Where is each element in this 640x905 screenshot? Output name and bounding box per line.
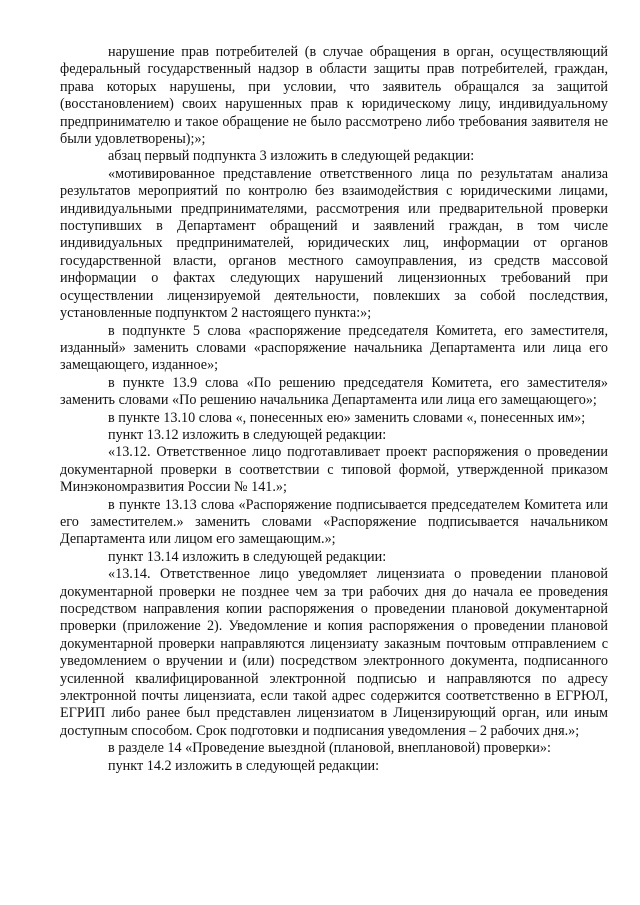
paragraph-amend-subpoint-3: абзац первый подпункта 3 изложить в следующей редакции: [108,148,475,165]
paragraph-point-13-14-text: «13.14. Ответственное лицо уведомляет лицензиата о проведении плановой документарной проверки не позднее чем за три рабочих дня до начала ее проведения посредством направления копии распоряжения о проведении плановой документарной проверки (приложение 2). Уведомление и копия распоряжения о проведении плановой документарной проверки направляются лицензиату заказным почтовым отправлением с уведомлением о вручении и (или) посредством электронного документа, подписанного усиленной квалифицированной электронной подписью и направляются по адресу электронной почты лицензиата, если такой адрес содержится соответственно в ЕГРЮЛ, ЕГРИП либо ранее был представлен лицензиатом в Лицензирующий орган, или иным доступным способом. Срок подготовки и подписания уведомления – 2 рабочих дня.»; [60,566,608,739]
paragraph-subpoint-5-amendment: в подпункте 5 слова «распоряжение председателя Комитета, его заместителя, изданный» заменить словами «распоряжение начальника Департамента или лица его замещающего, изданное»; [60,322,608,374]
paragraph-point-13-12-intro: пункт 13.12 изложить в следующей редакции: [108,426,387,443]
paragraph-section-14-heading: в разделе 14 «Проведение выездной (плановой, внеплановой) проверки»: [108,740,551,757]
paragraph-point-13-12-text: «13.12. Ответственное лицо подготавливает проект распоряжения о проведении документарной проверки в соответствии с типовой формой, утвержденной приказом Минэкономразвития России № 141.»; [60,444,608,496]
document-page [60,44,608,775]
paragraph-point-13-13-amendment: в пункте 13.13 слова «Распоряжение подписывается председателем Комитета или его заместителем.» заменить словами «Распоряжение подписывается начальником Департамента или лицом его замещающим.»; [60,496,608,548]
paragraph-consumer-rights-violation: нарушение прав потребителей (в случае обращения в орган, осуществляющий федеральный государственный надзор в области защиты прав потребителей, граждан, права которых нарушены, при условии, что заявитель обращался за защитой (восстановлением) своих нарушенных прав к юридическому лицу, индивидуальному предпринимателю и такое обращение не было рассмотрено либо требования заявителя не были удовлетворены);»; [60,44,608,148]
paragraph-point-13-9-amendment: в пункте 13.9 слова «По решению председателя Комитета, его заместителя» заменить словами «По решению начальника Департамента или лица его замещающего»; [60,374,608,409]
paragraph-point-13-10-amendment: в пункте 13.10 слова «, понесенных ею» заменить словами «, понесенных им»; [108,409,586,426]
paragraph-motivated-presentation: «мотивированное представление ответственного лица по результатам анализа результатов мероприятий по контролю без взаимодействия с юридическими лицами, индивидуальными предпринимателями, рассмотрения или предварительной проверки поступивших в Департамент обращений и заявлений граждан, в том числе индивидуальных предпринимателей, юридических лиц, информации от органов государственной власти, органов местного самоуправления, из средств массовой информации о фактах следующих нарушений лицензионных требований при осуществлении лицензируемой деятельности, повлекших за собой последствия, установленные подпунктом 2 настоящего пункта:»; [60,165,608,322]
paragraph-point-14-2-intro: пункт 14.2 изложить в следующей редакции: [108,757,380,774]
paragraph-point-13-14-intro: пункт 13.14 изложить в следующей редакции: [108,548,387,565]
